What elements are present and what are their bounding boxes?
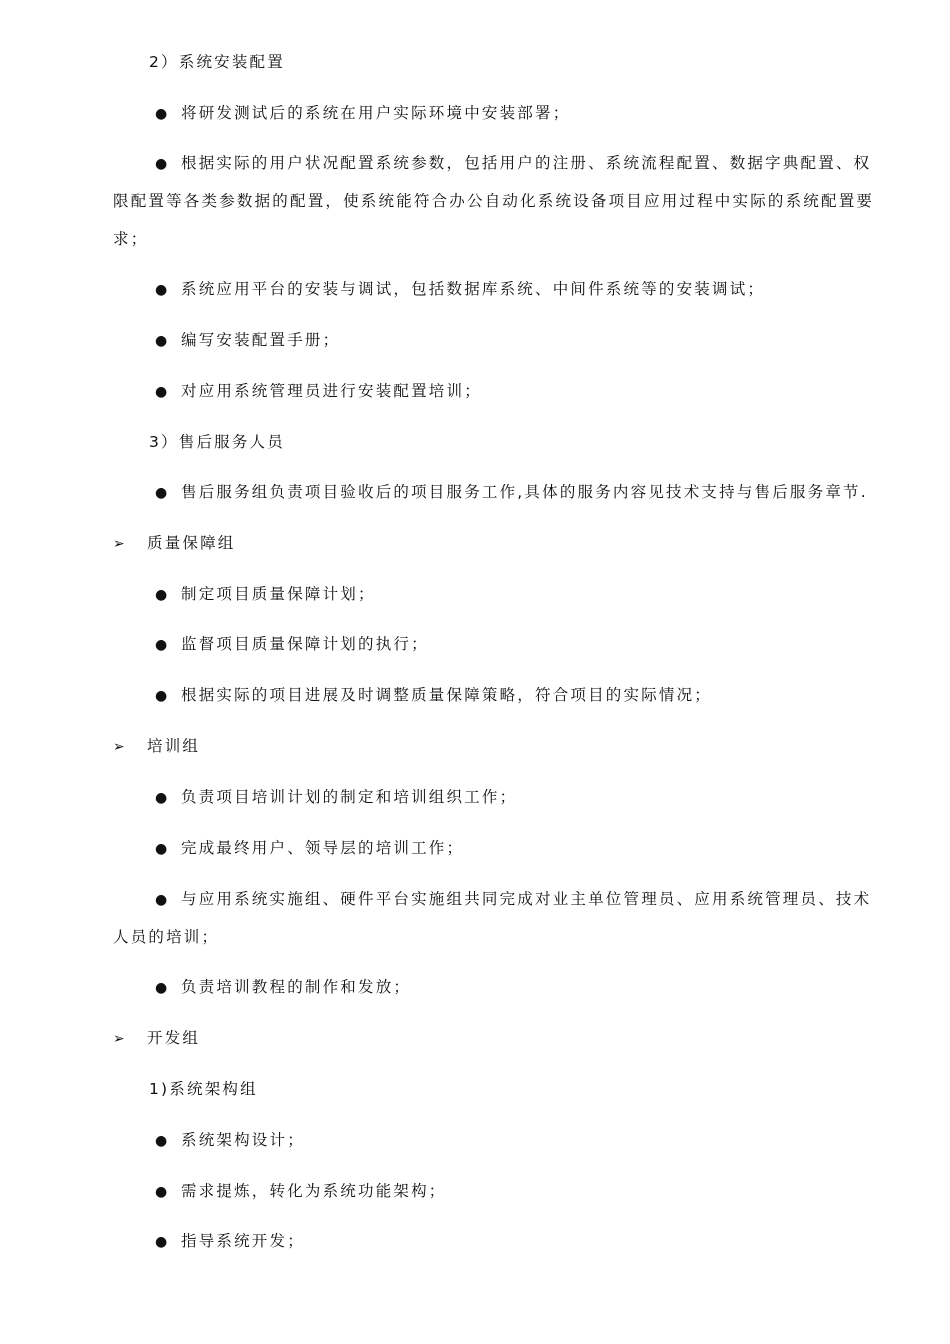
bullet-text: 将研发测试后的系统在用户实际环境中安装部署； [181, 104, 571, 122]
bullet-item [155, 103, 570, 124]
bullet-text: 完成最终用户、领导层的培训工作； [181, 839, 465, 857]
bullet-text-part: 根据实际的用户状况配置系统参数，包括用户的注册、系统流程配置、数据字典配置、权 [181, 154, 872, 172]
bullet-text: 指导系统开发； [181, 1232, 305, 1250]
arrow-bullet-icon: ➢ [113, 739, 127, 755]
bullet-icon: ● [155, 156, 170, 172]
bullet-text: 系统应用平台的安装与调试，包括数据库系统、中间件系统等的安装调试； [181, 280, 766, 298]
heading-text: 3）售后服务人员 [149, 433, 285, 451]
bullet-icon: ● [155, 790, 170, 806]
bullet-item-wrapped-line1 [155, 153, 871, 174]
bullet-icon: ● [155, 980, 170, 996]
bullet-item-wrapped-line2 [113, 191, 874, 211]
bullet-item [155, 685, 712, 706]
bullet-icon: ● [155, 1234, 170, 1250]
bullet-text-part: 限配置等各类参数据的配置，使系统能符合办公自动化系统设备项目应用过程中实际的系统配置要 [113, 192, 875, 210]
group-title: 开发组 [147, 1029, 201, 1047]
bullet-icon: ● [155, 384, 170, 400]
bullet-icon: ● [155, 333, 170, 349]
bullet-text: 负责培训教程的制作和发放； [181, 978, 412, 996]
bullet-item-wrapped-line2 [113, 927, 219, 947]
bullet-item [155, 1231, 305, 1252]
bullet-text-part: 求； [113, 230, 149, 248]
bullet-item [155, 838, 464, 859]
bullet-item [155, 279, 765, 300]
group-title: 质量保障组 [147, 534, 236, 552]
bullet-text: 编写安装配置手册； [181, 331, 341, 349]
bullet-item [155, 634, 429, 655]
bullet-icon: ● [155, 892, 170, 908]
bullet-item-wrapped-line1 [155, 889, 871, 910]
group-title: 培训组 [147, 737, 201, 755]
bullet-icon: ● [155, 1133, 170, 1149]
bullet-icon: ● [155, 106, 170, 122]
bullet-icon: ● [155, 485, 170, 501]
arrow-bullet-icon: ➢ [113, 536, 127, 552]
bullet-text: 需求提炼，转化为系统功能架构； [181, 1182, 447, 1200]
bullet-text-part: 人员的培训； [113, 928, 220, 946]
numbered-heading-architecture [149, 1079, 258, 1099]
bullet-text-part: 与应用系统实施组、硬件平台实施组共同完成对业主单位管理员、应用系统管理员、技术 [181, 890, 872, 908]
heading-text: 1)系统架构组 [149, 1080, 258, 1098]
bullet-icon: ● [155, 587, 170, 603]
group-heading-development [113, 1028, 200, 1049]
bullet-icon: ● [155, 688, 170, 704]
group-heading-training [113, 736, 200, 757]
bullet-text: 负责项目培训计划的制定和培训组织工作； [181, 788, 518, 806]
arrow-bullet-icon: ➢ [113, 1031, 127, 1047]
bullet-icon: ● [155, 1184, 170, 1200]
numbered-heading-after-sales [149, 432, 285, 452]
bullet-item [155, 1181, 447, 1202]
bullet-item [155, 977, 411, 998]
bullet-text: 根据实际的项目进展及时调整质量保障策略，符合项目的实际情况； [181, 686, 713, 704]
bullet-icon: ● [155, 637, 170, 653]
bullet-item [155, 1130, 305, 1151]
heading-text: 2）系统安装配置 [149, 53, 285, 71]
bullet-text: 对应用系统管理员进行安装配置培训； [181, 382, 482, 400]
bullet-icon: ● [155, 282, 170, 298]
bullet-item [155, 787, 517, 808]
bullet-text: 售后服务组负责项目验收后的项目服务工作,具体的服务内容见技术支持与售后服务章节. [181, 483, 868, 501]
bullet-item [155, 584, 376, 605]
bullet-text: 制定项目质量保障计划； [181, 585, 376, 603]
bullet-item-wrapped-line3 [113, 229, 148, 249]
numbered-heading-install-config [149, 52, 285, 72]
bullet-text: 系统架构设计； [181, 1131, 305, 1149]
bullet-icon: ● [155, 841, 170, 857]
bullet-text: 监督项目质量保障计划的执行； [181, 635, 429, 653]
group-heading-quality [113, 533, 236, 554]
bullet-item [155, 482, 868, 503]
bullet-item [155, 381, 482, 402]
bullet-item [155, 330, 340, 351]
